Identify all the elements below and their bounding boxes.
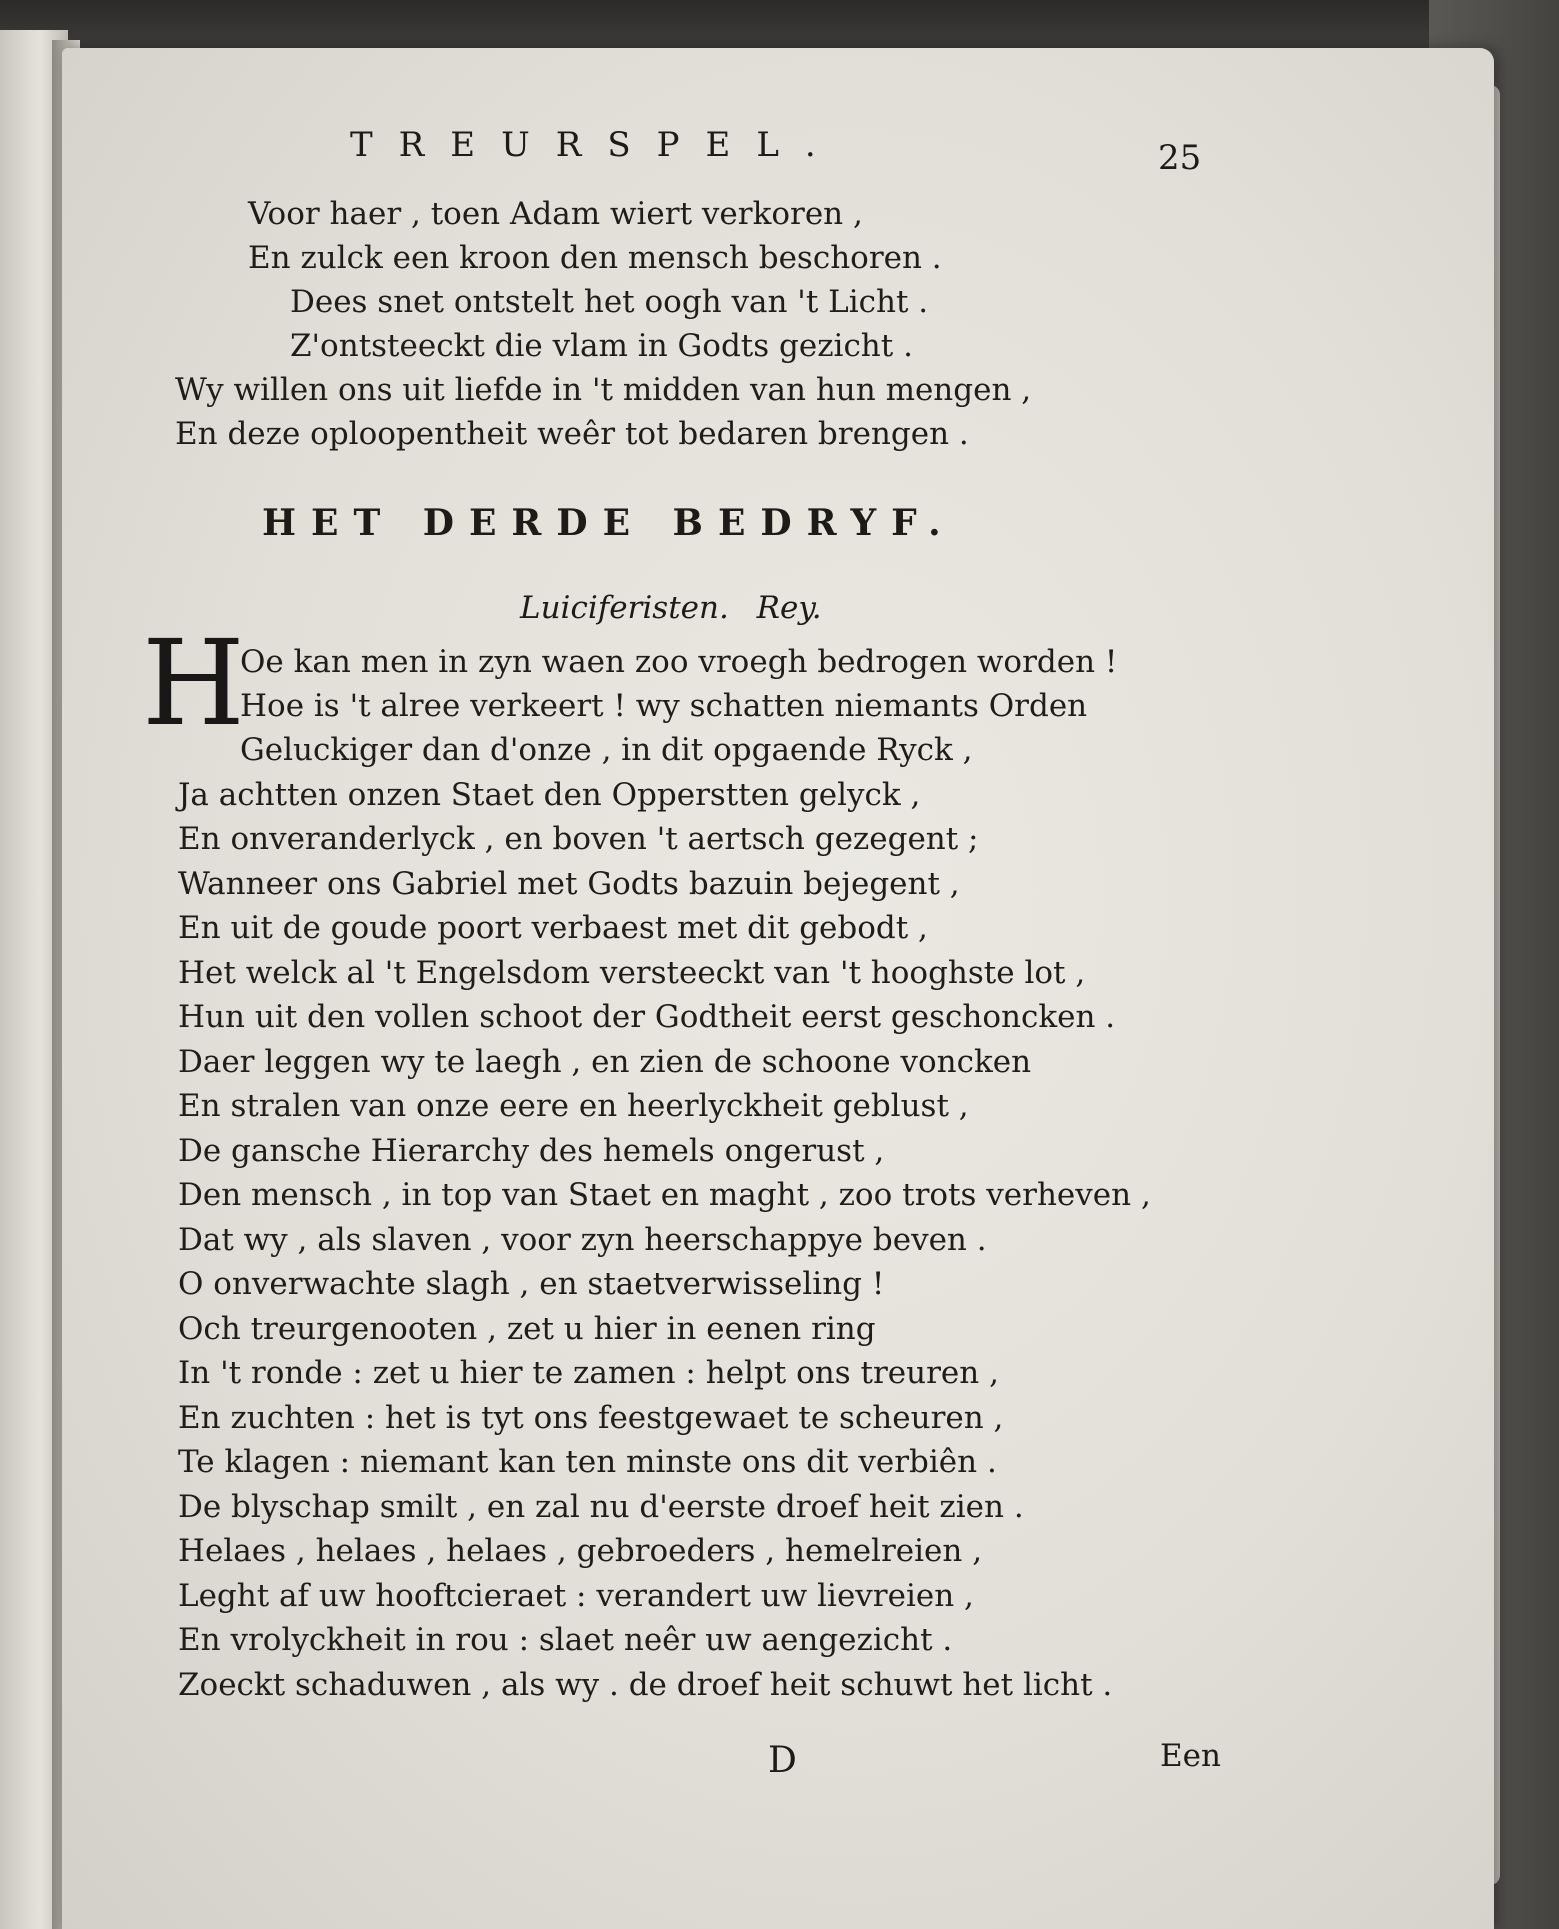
scene-heading: Luiciferisten. Rey. — [520, 590, 822, 626]
verse-line: Voor haer , toen Adam wiert verkoren , — [248, 196, 863, 232]
verse-line: Z'ontsteeckt die vlam in Godts gezicht . — [290, 328, 913, 364]
verse-line: Het welck al 't Engelsdom versteeckt van 't hooghste lot , — [178, 955, 1086, 991]
verse-line: En onveranderlyck , en boven 't aertsch gezegent ; — [178, 821, 979, 857]
verse-line: Oe kan men in zyn waen zoo vroegh bedrogen worden ! — [240, 644, 1118, 680]
verse-line: En deze oploopentheit weêr tot bedaren brengen . — [175, 416, 969, 452]
verse-line: En stralen van onze eere en heerlyckheit geblust , — [178, 1088, 969, 1124]
verse-line: Zoeckt schaduwen , als wy . de droef heit schuwt het licht . — [178, 1667, 1113, 1703]
verse-line: Daer leggen wy te laegh , en zien de schoone voncken — [178, 1044, 1032, 1080]
verse-line: Geluckiger dan d'onze , in dit opgaende Ryck , — [240, 732, 973, 768]
verse-line: De blyschap smilt , en zal nu d'eerste droef heit zien . — [178, 1489, 1024, 1525]
verse-line: Wy willen ons uit liefde in 't midden van hun mengen , — [175, 372, 1032, 408]
verse-line: Dat wy , als slaven , voor zyn heerschappye beven . — [178, 1222, 987, 1258]
drop-cap: H — [142, 614, 245, 752]
verse-line: Hun uit den vollen schoot der Godtheit eerst geschoncken . — [178, 999, 1116, 1035]
verse-line: Hoe is 't alree verkeert ! wy schatten niemants Orden — [240, 688, 1088, 724]
show-through-text — [1192, 238, 1432, 1818]
verse-line: Helaes , helaes , helaes , gebroeders , hemelreien , — [178, 1533, 983, 1569]
running-head: TREURSPEL. — [350, 125, 842, 165]
verse-line: Te klagen : niemant kan ten minste ons dit verbiên . — [178, 1444, 997, 1480]
verse-line: Leght af uw hooftcieraet : verandert uw lievreien , — [178, 1578, 974, 1614]
verse-line: En zuchten : het is tyt ons feestgewaet te scheuren , — [178, 1400, 1004, 1436]
catchword: Een — [1160, 1738, 1221, 1774]
page-number: 25 — [1158, 138, 1202, 178]
verse-line: O onverwachte slagh , en staetverwisseling ! — [178, 1266, 885, 1302]
signature-mark: D — [768, 1740, 797, 1781]
verse-line: In 't ronde : zet u hier te zamen : helpt ons treuren , — [178, 1355, 999, 1391]
verse-line: En uit de goude poort verbaest met dit gebodt , — [178, 910, 928, 946]
verse-line: En vrolyckheit in rou : slaet neêr uw aengezicht . — [178, 1622, 953, 1658]
verse-line: Wanneer ons Gabriel met Godts bazuin bejegent , — [178, 866, 960, 902]
verse-line: Dees snet ontstelt het oogh van 't Licht . — [290, 284, 929, 320]
act-heading: HET DERDE BEDRYF. — [262, 502, 956, 544]
verse-line: De gansche Hierarchy des hemels ongerust , — [178, 1133, 885, 1169]
verse-line: Ja achtten onzen Staet den Opperstten gelyck , — [178, 777, 921, 813]
verse-line: Och treurgenooten , zet u hier in eenen ring — [178, 1311, 876, 1347]
verse-line: Den mensch , in top van Staet en maght , zoo trots verheven , — [178, 1177, 1151, 1213]
verse-line: En zulck een kroon den mensch beschoren . — [248, 240, 942, 276]
